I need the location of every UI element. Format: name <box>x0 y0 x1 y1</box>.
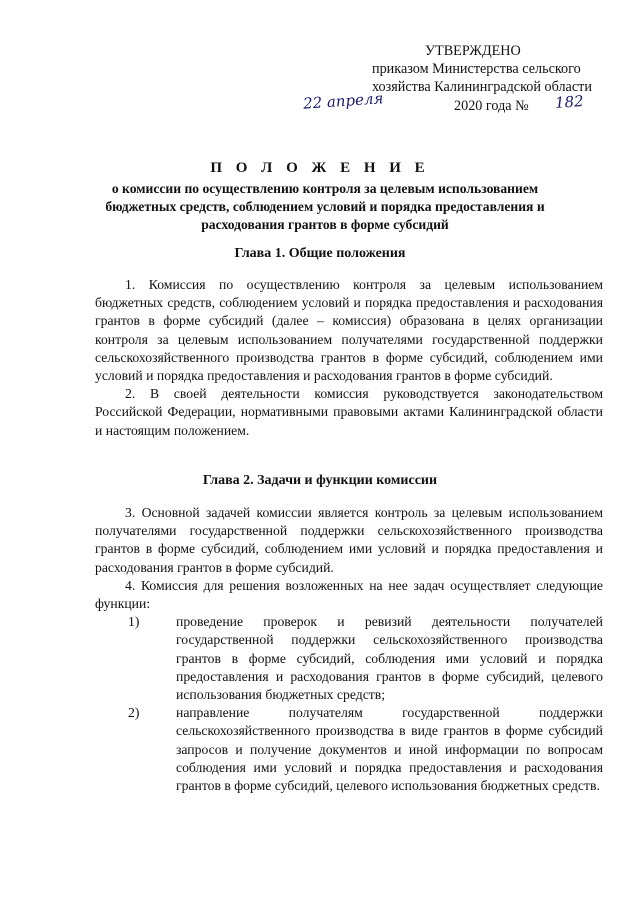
approval-year-line: 2020 года № <box>454 98 529 114</box>
handwritten-number: 182 <box>554 92 585 112</box>
chapter-1-body <box>95 276 603 440</box>
function-item-2 <box>95 704 603 795</box>
paragraph-3: 3. Основной задачей комиссии является контроль за целевым использованием получателями государственной поддержки сельскохозяйственного производства грантов в форме субсидий, соблюдением ими условий и порядка предоставления и расходования грантов в форме субсидий. <box>95 505 603 575</box>
function-item-2-text: направление получателям государственной поддержки сельскохозяйственного производства в виде грантов в форме субсидий запросов и получение документов и иной информации по вопросам соблюдения ими условий и порядка предоставления и расходования грантов в форме субсидий, целевого использования бюджетных средств. <box>176 705 603 794</box>
paragraph-2: 2. В своей деятельности комиссия руководствуется законодательством Российской Федерации, нормативными правовыми актами Калининградской области и настоящим положением. <box>95 386 603 438</box>
document-title: П О Л О Ж Е Н И Е <box>210 160 430 176</box>
chapter-2-heading: Глава 2. Задачи и функции комиссии <box>202 473 438 488</box>
function-item-1-number: 1) <box>128 614 140 630</box>
approval-ministry-line: хозяйства Калининградской области <box>372 79 592 95</box>
paragraph-1: 1. Комиссия по осуществлению контроля за целевым использованием бюджетных средств, соблюдением условий и порядка предоставления и расходования грантов в форме субсидий (далее – комиссия) образована в целях организации контроля за целевым использованием получателями государственной поддержки сельскохозяйственного производства грантов в форме субсидий, соблюдением ими условий и порядка предоставления и расходования грантов в форме субсидий. <box>95 277 603 384</box>
chapter-1-heading: Глава 1. Общие положения <box>234 246 406 261</box>
approval-title: УТВЕРЖДЕНО <box>425 43 521 59</box>
document-subtitle: о комиссии по осуществлению контроля за целевым использованием бюджетных средств, соблюдением условий и порядка предоставления и расходования грантов в форме субсидий <box>105 181 545 232</box>
function-item-1-text: проведение проверок и ревизий деятельности получателей государственной поддержки сельскохозяйственного производства грантов в форме субсидий, соблюдения ими условий и порядка предоставления и расходования грантов в форме субсидий, целевого использования бюджетных средств; <box>176 614 603 703</box>
function-item-1 <box>95 613 603 704</box>
function-item-2-number: 2) <box>128 705 140 721</box>
chapter-2-body <box>95 504 603 795</box>
handwritten-date: 22 апреля <box>302 89 384 113</box>
paragraph-4: 4. Комиссия для решения возложенных на нее задач осуществляет следующие функции: <box>95 577 603 612</box>
approval-order-line: приказом Министерства сельского <box>372 61 581 77</box>
